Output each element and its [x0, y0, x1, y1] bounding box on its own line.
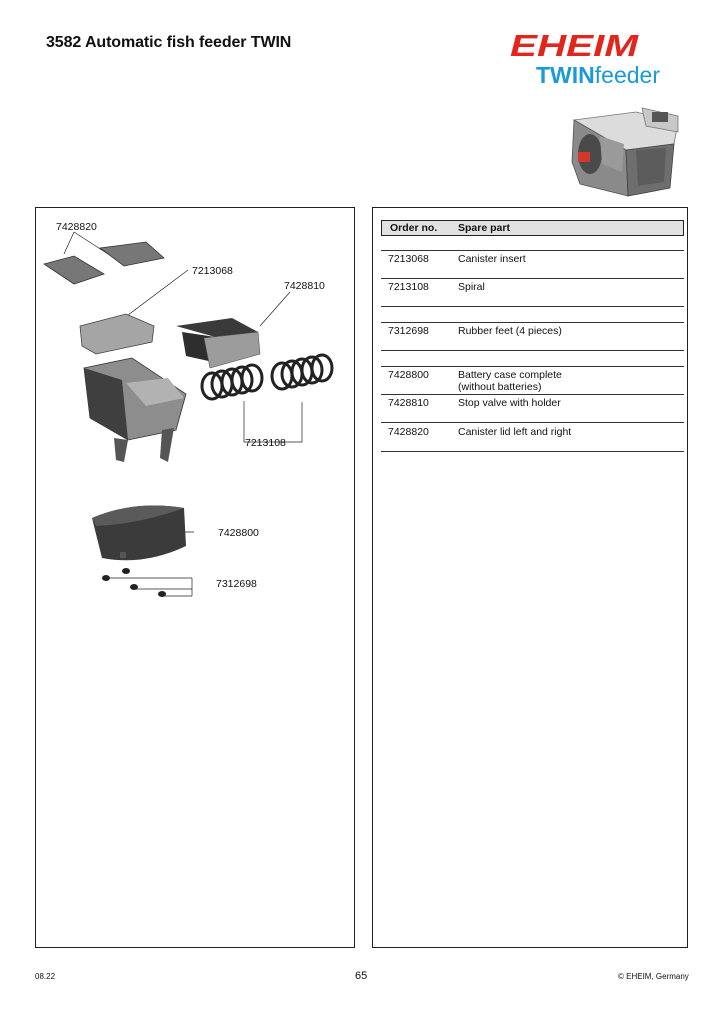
row-spare-part: Battery case complete — [458, 369, 562, 381]
row-divider — [381, 322, 684, 323]
callout-stop-valve: 7428810 — [284, 280, 325, 292]
callout-rubber-feet: 7312698 — [216, 578, 257, 590]
page-number: 65 — [355, 970, 368, 982]
table-header — [381, 220, 684, 236]
logo-brand: EHEIM — [510, 30, 640, 63]
row-divider — [381, 350, 684, 351]
row-divider — [381, 278, 684, 279]
stop-valve — [176, 318, 260, 368]
logo-feeder: feeder — [594, 62, 660, 88]
callout-canister-lids: 7428820 — [56, 221, 97, 233]
row-divider — [381, 422, 684, 423]
row-spare-part-note: (without batteries) — [458, 381, 542, 393]
exploded-view-panel — [35, 207, 355, 948]
row-spare-part: Canister lid left and right — [458, 426, 572, 438]
rubber-feet — [102, 568, 166, 597]
row-spare-part: Spiral — [458, 281, 485, 293]
spare-parts-table — [372, 207, 688, 948]
footer-copyright: © EHEIM, Germany — [618, 972, 689, 981]
row-divider — [381, 394, 684, 395]
callout-spiral: 7213108 — [245, 437, 286, 449]
eheim-twinfeeder-logo — [508, 30, 686, 90]
callout-battery-case: 7428800 — [218, 527, 259, 539]
row-spare-part: Rubber feet (4 pieces) — [458, 325, 562, 337]
footer-date: 08.22 — [35, 972, 56, 981]
row-divider — [381, 250, 684, 251]
battery-case — [92, 506, 186, 561]
canister-lids — [44, 242, 164, 284]
canister-insert — [80, 314, 154, 354]
page-title: 3582 Automatic fish feeder TWIN — [46, 34, 292, 51]
logo-twin: TWIN — [536, 62, 595, 88]
column-order-no: Order no. — [390, 222, 438, 234]
row-order-no: 7428810 — [388, 397, 429, 409]
row-divider — [381, 366, 684, 367]
row-order-no: 7213108 — [388, 281, 429, 293]
row-order-no: 7428800 — [388, 369, 429, 381]
main-housing — [84, 358, 186, 462]
row-divider — [381, 306, 684, 307]
row-spare-part: Stop valve with holder — [458, 397, 561, 409]
row-order-no: 7428820 — [388, 426, 429, 438]
row-order-no: 7312698 — [388, 325, 429, 337]
row-divider — [381, 451, 684, 452]
row-order-no: 7213068 — [388, 253, 429, 265]
callout-canister-insert: 7213068 — [192, 265, 233, 277]
row-spare-part: Canister insert — [458, 253, 526, 265]
column-spare-part: Spare part — [458, 222, 510, 234]
svg-text:TWINfeeder — [536, 62, 660, 88]
product-photo — [566, 102, 686, 202]
